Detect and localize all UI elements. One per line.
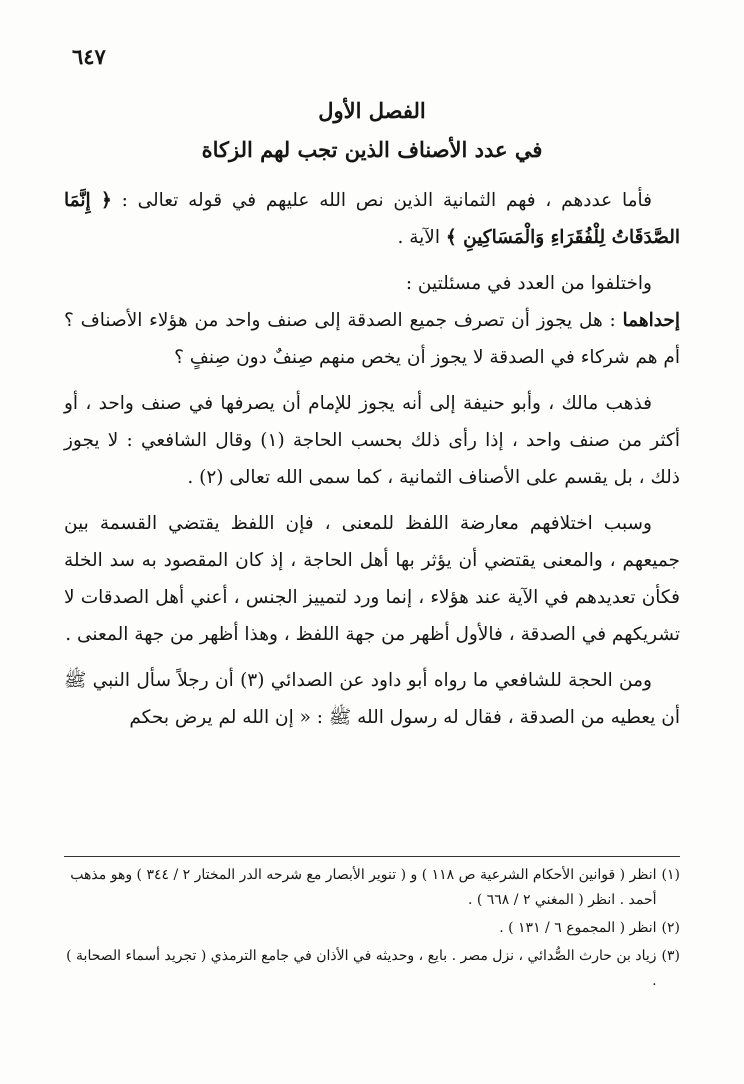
footnote-text: انظر ( المجموع ٦ / ١٣١ ) . bbox=[499, 920, 657, 936]
chapter-subtitle: في عدد الأصناف الذين تجب لهم الزكاة bbox=[201, 137, 543, 162]
paragraph-3 bbox=[64, 302, 680, 376]
footnote-1 bbox=[64, 863, 680, 913]
footnote-number: (١) bbox=[661, 867, 680, 883]
paragraph-4: فذهب مالك ، وأبو حنيفة إلى أنه يجوز للإمام أن يصرفها في صنف واحد ، أو أكثر من صنف واحد ، إذا رأى ذلك بحسب الحاجة (١) وقال الشافعي : لا يجوز ذلك ، بل يقسم على الأصناف الثمانية ، كما سمى الله تعالى (٢) . bbox=[64, 393, 680, 488]
footnote-text: زياد بن حارث الصُّدائي ، نزل مصر . بايع ، وحديثه في الأذان في جامع الترمذي ( تجريد أسماء الصحابة ) . bbox=[66, 948, 657, 989]
body-text bbox=[64, 182, 680, 736]
footnote-3 bbox=[64, 944, 680, 994]
footnotes bbox=[64, 856, 680, 994]
footnote-text: انظر ( قوانين الأحكام الشرعية ص ١١٨ ) و ( تنوير الأبصار مع شرحه الدر المختار ٢ / ٣٤٤ ) وهو مذهب أحمد . انظر ( المغني ٢ / ٦٦٨ ) . bbox=[70, 867, 657, 908]
footnote-number: (٣) bbox=[661, 948, 680, 964]
footnote-2 bbox=[64, 916, 680, 941]
paragraph-5: وسبب اختلافهم معارضة اللفظ للمعنى ، فإن اللفظ يقتضي القسمة بين جميعهم ، والمعنى يقتضي أن يؤثر بها أهل الحاجة ، إذ كان المقصود به سد الخلة فكأن تعديدهم في الآية عند هؤلاء ، إنما ورد لتمييز الجنس ، أعني أهل الصدقات لا تشريكهم في الصدقة ، فالأول أظهر من جهة اللفظ ، وهذا أظهر من جهة المعنى . bbox=[64, 513, 680, 645]
footnote-divider bbox=[64, 856, 680, 857]
paragraph-1 bbox=[64, 182, 680, 256]
page-number: ٦٤٧ bbox=[72, 44, 106, 69]
chapter-title: الفصل الأول bbox=[318, 98, 426, 123]
chapter-heading bbox=[80, 94, 664, 168]
paragraph-3-lead: إحداهما bbox=[622, 310, 680, 331]
paragraph-2: واختلفوا من العدد في مسئلتين : bbox=[405, 273, 652, 294]
paragraph-1-end: الآية . bbox=[397, 227, 446, 248]
paragraph-3-text: : هل يجوز أن تصرف جميع الصدقة إلى صنف واحد من هؤلاء الأصناف ؟ أم هم شركاء في الصدقة لا يجوز أن يخص منهم صِنفٌ دون صِنفٍ ؟ bbox=[64, 310, 680, 368]
paragraph-1-text: فأما عددهم ، فهم الثمانية الذين نص الله عليهم في قوله تعالى : bbox=[111, 190, 652, 211]
paragraph-6: ومن الحجة للشافعي ما رواه أبو داود عن الصدائي (٣) أن رجلاً سأل النبي ﷺ أن يعطيه من الصدقة ، فقال له رسول الله ﷺ : « إن الله لم يرض بحكم bbox=[64, 670, 680, 728]
quran-verse: ﴿ إِنَّمَا الصَّدَقَاتُ لِلْفُقَرَاءِ وَالْمَسَاكِينِ ﴾ bbox=[64, 190, 680, 248]
footnote-number: (٢) bbox=[661, 920, 680, 936]
